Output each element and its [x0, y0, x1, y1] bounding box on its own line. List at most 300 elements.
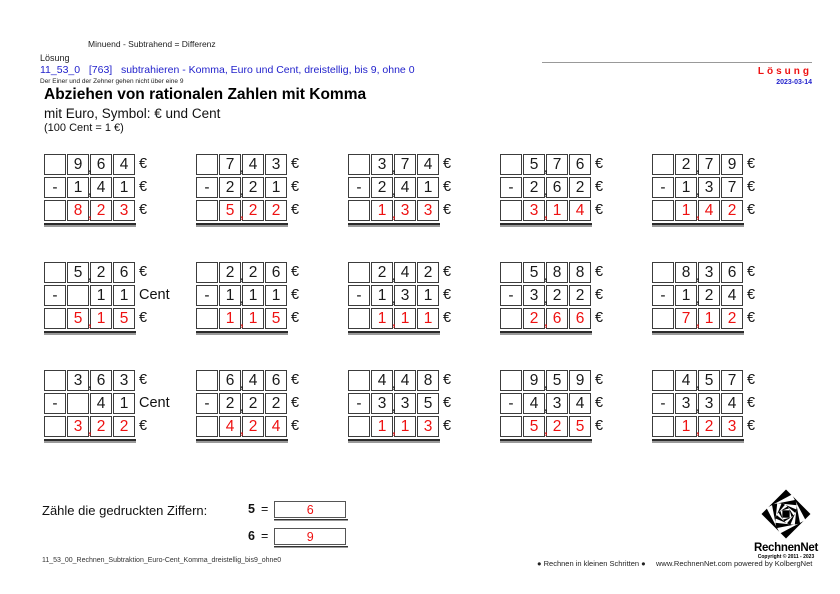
result-underline [652, 439, 744, 443]
subtraction-problem [44, 154, 196, 262]
operator-cell: - [196, 393, 218, 414]
digit-cell [675, 262, 700, 284]
operator-cell [348, 262, 370, 283]
unit-label: € [595, 287, 604, 303]
operator-cell [652, 308, 674, 329]
digit: 1 [225, 309, 235, 327]
digit-cell [219, 308, 244, 330]
digit-cell: 2 [242, 393, 264, 414]
subtraction-problem [196, 370, 348, 478]
comma: , [87, 267, 92, 284]
digit-cell: 2 [242, 200, 264, 221]
digit-cell: 6 [90, 370, 112, 391]
digit-cell: 4 [417, 154, 439, 175]
subtrahend-row [196, 393, 348, 415]
difference-row [500, 416, 652, 438]
unit-label: € [595, 395, 604, 411]
result-underline [196, 439, 288, 443]
digit-cell [371, 308, 396, 330]
digit: 8 [681, 263, 691, 281]
digit-cell [371, 416, 396, 438]
unit-label: € [291, 418, 300, 434]
unit-label: € [443, 179, 452, 195]
page-subtitle: mit Euro, Symbol: € und Cent [44, 106, 221, 121]
operator-cell [652, 200, 674, 221]
digit-cell: 3 [698, 262, 720, 283]
digit: 2 [225, 178, 235, 196]
comma: , [543, 313, 548, 330]
digit-cell: 2 [721, 308, 743, 329]
difference-row [44, 308, 196, 330]
digit-cell: 7 [698, 154, 720, 175]
digit-cell: 4 [242, 154, 264, 175]
subtraction-problem [652, 370, 804, 478]
comma: , [239, 182, 244, 199]
comma: , [239, 205, 244, 222]
operator-cell [500, 416, 522, 437]
minuend-row [44, 154, 196, 176]
digit-cell [675, 416, 700, 438]
digit-cell: 1 [417, 177, 439, 198]
subtraction-problem [348, 154, 500, 262]
digit-cell: 7 [721, 177, 743, 198]
digit-cell [371, 370, 396, 392]
unit-label: € [747, 202, 756, 218]
digit-cell [371, 200, 396, 222]
operator-cell: - [348, 177, 370, 198]
comma: , [391, 290, 396, 307]
digit-cell: 7 [546, 154, 568, 175]
subtraction-problem [44, 262, 196, 370]
digit: 1 [681, 178, 691, 196]
operator-cell [44, 200, 66, 221]
digit-cell [67, 393, 89, 414]
digit-cell [67, 262, 92, 284]
unit-label: € [139, 156, 148, 172]
digit-cell [523, 393, 548, 415]
unit-label: € [291, 264, 300, 280]
digit: 7 [225, 155, 235, 173]
unit-label: € [595, 179, 604, 195]
digit-cell: 8 [569, 262, 591, 283]
digit-cell: 8 [417, 370, 439, 391]
subtraction-problem [500, 262, 652, 370]
digit-cell: 2 [546, 416, 568, 437]
comma: , [391, 398, 396, 415]
minuend-row [652, 370, 804, 392]
digit-cell: 6 [265, 370, 287, 391]
subtrahend-row [652, 285, 804, 307]
unit-label: € [291, 156, 300, 172]
digit-cell: 1 [417, 308, 439, 329]
comma: , [543, 182, 548, 199]
comma: , [391, 205, 396, 222]
count-answer-box [274, 501, 346, 518]
digit-cell [675, 308, 700, 330]
digit-cell: 4 [90, 177, 112, 198]
digit-cell: 5 [417, 393, 439, 414]
result-underline [348, 439, 440, 443]
digit-cell: 9 [721, 154, 743, 175]
digit-cell: 4 [569, 393, 591, 414]
digit-cell [371, 285, 396, 307]
minuend-row [196, 154, 348, 176]
operator-cell [44, 416, 66, 437]
difference-row [500, 200, 652, 222]
comma: , [543, 267, 548, 284]
unit-label: € [139, 310, 148, 326]
digit-cell: 2 [113, 416, 135, 437]
operator-cell [44, 308, 66, 329]
subtrahend-row [348, 177, 500, 199]
comma: , [239, 375, 244, 392]
digit-cell [523, 262, 548, 284]
digit: 9 [529, 371, 539, 389]
digit-cell: 6 [721, 262, 743, 283]
digit-cell: 8 [546, 262, 568, 283]
unit-label: € [595, 372, 604, 388]
digit-cell: 4 [394, 370, 416, 391]
comma: , [239, 290, 244, 307]
subtraction-problem [196, 154, 348, 262]
unit-label: € [139, 372, 148, 388]
digit-cell: 2 [242, 262, 264, 283]
digit-cell [675, 177, 700, 199]
digit: 2 [681, 155, 691, 173]
logo-copyright: Copyright © 2011 - 2023 [757, 554, 815, 560]
unit-label: € [747, 395, 756, 411]
difference-row [44, 200, 196, 222]
digit: 4 [529, 394, 539, 412]
unit-label: € [443, 202, 452, 218]
digit-cell: 4 [394, 262, 416, 283]
operator-cell: - [500, 393, 522, 414]
operator-cell [348, 154, 370, 175]
result-underline [44, 223, 136, 227]
result-underline [500, 439, 592, 443]
subtrahend-row [44, 393, 196, 415]
unit-label: € [443, 310, 452, 326]
minuend-row [348, 370, 500, 392]
digit: 7 [681, 309, 691, 327]
digit-cell: 2 [546, 285, 568, 306]
operator-cell [348, 308, 370, 329]
digit: 3 [529, 201, 539, 219]
unit-label: € [443, 156, 452, 172]
digit-cell [675, 370, 700, 392]
operator-cell [652, 370, 674, 391]
unit-label: € [443, 287, 452, 303]
digit-cell [67, 285, 89, 306]
digit-cell: 1 [394, 416, 416, 437]
digit: 3 [377, 394, 387, 412]
digit: 8 [73, 201, 83, 219]
digit: 5 [529, 417, 539, 435]
result-underline [652, 223, 744, 227]
operator-cell: - [44, 393, 66, 414]
digit-cell: 2 [242, 177, 264, 198]
comma: , [239, 398, 244, 415]
minuend-row [348, 154, 500, 176]
operator-cell: - [652, 393, 674, 414]
digit-cell: 2 [721, 200, 743, 221]
operator-cell [652, 262, 674, 283]
logo-wordmark: RechnenNet [753, 542, 819, 554]
digit-cell [219, 285, 244, 307]
digit-cell: 3 [698, 393, 720, 414]
digit-cell [675, 200, 700, 222]
digit-cell [67, 308, 92, 330]
comma: , [695, 421, 700, 438]
digit-cell: 1 [698, 308, 720, 329]
digit-cell: 2 [698, 285, 720, 306]
problems-grid [44, 154, 804, 478]
subtrahend-row [500, 285, 652, 307]
digit-cell: 2 [90, 200, 112, 221]
digit-cell [219, 154, 244, 176]
digit-cell: 5 [569, 416, 591, 437]
digit-cell [67, 416, 92, 438]
operator-cell [652, 154, 674, 175]
unit-label: € [443, 395, 452, 411]
digit-cell: 2 [569, 177, 591, 198]
page-title: Abziehen von rationalen Zahlen mit Komma [44, 86, 367, 103]
digit-cell: 4 [265, 416, 287, 437]
comma: , [543, 421, 548, 438]
digit-cell [371, 262, 396, 284]
digit-cell: 2 [242, 416, 264, 437]
comma: , [87, 182, 92, 199]
operator-cell [196, 262, 218, 283]
operator-cell: - [348, 393, 370, 414]
date-label: 2023-03-14 [776, 79, 812, 86]
unit-label: Cent [139, 395, 170, 411]
digit: 4 [377, 371, 387, 389]
operator-cell [44, 262, 66, 283]
difference-row [196, 416, 348, 438]
digit-cell [523, 154, 548, 176]
digit-cell: 4 [113, 154, 135, 175]
count-underline [274, 546, 348, 548]
digit: 1 [377, 309, 387, 327]
digit: 5 [225, 201, 235, 219]
unit-label: € [747, 156, 756, 172]
digit-cell: 5 [698, 370, 720, 391]
unit-label: € [139, 418, 148, 434]
digit-cell: 5 [265, 308, 287, 329]
operator-cell [348, 200, 370, 221]
difference-row [652, 200, 804, 222]
comma: , [87, 205, 92, 222]
minuend-row [44, 370, 196, 392]
digit-cell: 1 [242, 308, 264, 329]
subtrahend-row [44, 285, 196, 307]
comma: , [391, 182, 396, 199]
rechnennet-logo [746, 489, 826, 560]
operator-cell [500, 370, 522, 391]
result-underline [44, 439, 136, 443]
digit-cell [67, 154, 92, 176]
digit: 1 [681, 286, 691, 304]
operator-cell [500, 200, 522, 221]
subtrahend-row [196, 285, 348, 307]
digit-cell: 5 [113, 308, 135, 329]
operator-cell: - [500, 177, 522, 198]
unit-label: € [595, 418, 604, 434]
operator-cell [44, 370, 66, 391]
unit-label: € [595, 202, 604, 218]
unit-label: € [443, 372, 452, 388]
digit-cell: 3 [113, 200, 135, 221]
comma: , [543, 205, 548, 222]
subtraction-problem [652, 262, 804, 370]
digit-cell [219, 262, 244, 284]
operator-cell: - [196, 177, 218, 198]
digit-cell [523, 370, 548, 392]
digit-cell: 3 [113, 370, 135, 391]
digit-cell [675, 393, 700, 415]
count-answer-box [274, 528, 346, 545]
digit-cell: 1 [113, 285, 135, 306]
minuend-row [500, 370, 652, 392]
equals-sign: = [260, 529, 269, 543]
digit-cell: 4 [242, 370, 264, 391]
unit-label: € [139, 179, 148, 195]
minuend-row [196, 370, 348, 392]
footer-slogan: ● Rechnen in kleinen Schritten ● [537, 559, 646, 568]
subtrahend-row [196, 177, 348, 199]
digit-cell: 1 [113, 177, 135, 198]
digit-cell [523, 177, 548, 199]
operator-cell [196, 308, 218, 329]
digit-cell: 3 [546, 393, 568, 414]
digit: 2 [225, 394, 235, 412]
subtrahend-row [652, 393, 804, 415]
digit-cell [523, 200, 548, 222]
digit-cell: 6 [569, 154, 591, 175]
operator-cell: - [44, 285, 66, 306]
digit-cell: 1 [265, 177, 287, 198]
subtraction-problem [652, 154, 804, 262]
difference-row [348, 416, 500, 438]
operator-cell [348, 370, 370, 391]
comma: , [695, 267, 700, 284]
digit: 4 [681, 371, 691, 389]
operator-cell [500, 308, 522, 329]
counted-digit: 6 [248, 529, 255, 543]
comma: , [239, 267, 244, 284]
digit-cell: 6 [546, 308, 568, 329]
digit-cell: 2 [417, 262, 439, 283]
digit-cell: 1 [417, 285, 439, 306]
digit-cell [219, 416, 244, 438]
operator-cell: - [652, 177, 674, 198]
digit-cell: 6 [265, 262, 287, 283]
comma: , [87, 375, 92, 392]
digit-cell [219, 200, 244, 222]
minuend-row [652, 262, 804, 284]
count-instruction: Zähle die gedruckten Ziffern: [42, 503, 208, 518]
operator-cell [348, 416, 370, 437]
digit: 3 [377, 155, 387, 173]
digit: 1 [377, 201, 387, 219]
subtrahend-row [652, 177, 804, 199]
unit-label: € [291, 310, 300, 326]
worksheet-sub-note: Der Einer und der Zehner gehen nicht über eine 9 [40, 78, 184, 85]
digit-cell [675, 154, 700, 176]
minuend-row [348, 262, 500, 284]
digit-cell [219, 177, 244, 199]
digit-cell: 2 [569, 285, 591, 306]
digit: 1 [377, 286, 387, 304]
count-answer: 9 [306, 529, 314, 544]
digit: 1 [681, 417, 691, 435]
subtraction-problem [44, 370, 196, 478]
operator-cell: - [348, 285, 370, 306]
digit: 9 [73, 155, 83, 173]
digit-cell: 3 [394, 285, 416, 306]
operator-cell: - [500, 285, 522, 306]
digit: 5 [529, 155, 539, 173]
digit-cell: 1 [242, 285, 264, 306]
digit-cell: 7 [394, 154, 416, 175]
subtraction-problem [348, 262, 500, 370]
difference-row [348, 308, 500, 330]
count-answer: 6 [306, 502, 314, 517]
unit-label: € [443, 264, 452, 280]
minuend-row [500, 154, 652, 176]
digit: 5 [73, 309, 83, 327]
digit-cell [67, 177, 92, 199]
comma: , [87, 159, 92, 176]
comma: , [695, 398, 700, 415]
digit-cell: 4 [90, 393, 112, 414]
operator-cell: - [44, 177, 66, 198]
loesung-label-small: Lösung [40, 53, 70, 63]
operator-cell [196, 154, 218, 175]
digit-cell: 3 [721, 416, 743, 437]
comma: , [695, 290, 700, 307]
digit-cell: 9 [569, 370, 591, 391]
comma: , [543, 375, 548, 392]
difference-row [500, 308, 652, 330]
difference-row [348, 200, 500, 222]
digit-cell: 6 [113, 262, 135, 283]
comma: , [87, 421, 92, 438]
page-hint: (100 Cent = 1 €) [44, 122, 124, 134]
result-underline [196, 223, 288, 227]
unit-label: € [747, 310, 756, 326]
unit-label: € [595, 310, 604, 326]
result-underline [44, 331, 136, 335]
unit-label: € [595, 264, 604, 280]
operator-cell [652, 416, 674, 437]
result-underline [500, 223, 592, 227]
digit: 3 [73, 417, 83, 435]
difference-row [652, 416, 804, 438]
unit-label: € [291, 287, 300, 303]
digit-cell [675, 285, 700, 307]
subtrahend-row [348, 393, 500, 415]
spiral-diamond-icon [760, 489, 812, 539]
digit-cell: 2 [90, 416, 112, 437]
digit: 3 [73, 371, 83, 389]
result-underline [348, 331, 440, 335]
digit-cell: 1 [113, 393, 135, 414]
digit: 1 [681, 201, 691, 219]
operator-cell [196, 370, 218, 391]
digit-cell: 4 [569, 200, 591, 221]
